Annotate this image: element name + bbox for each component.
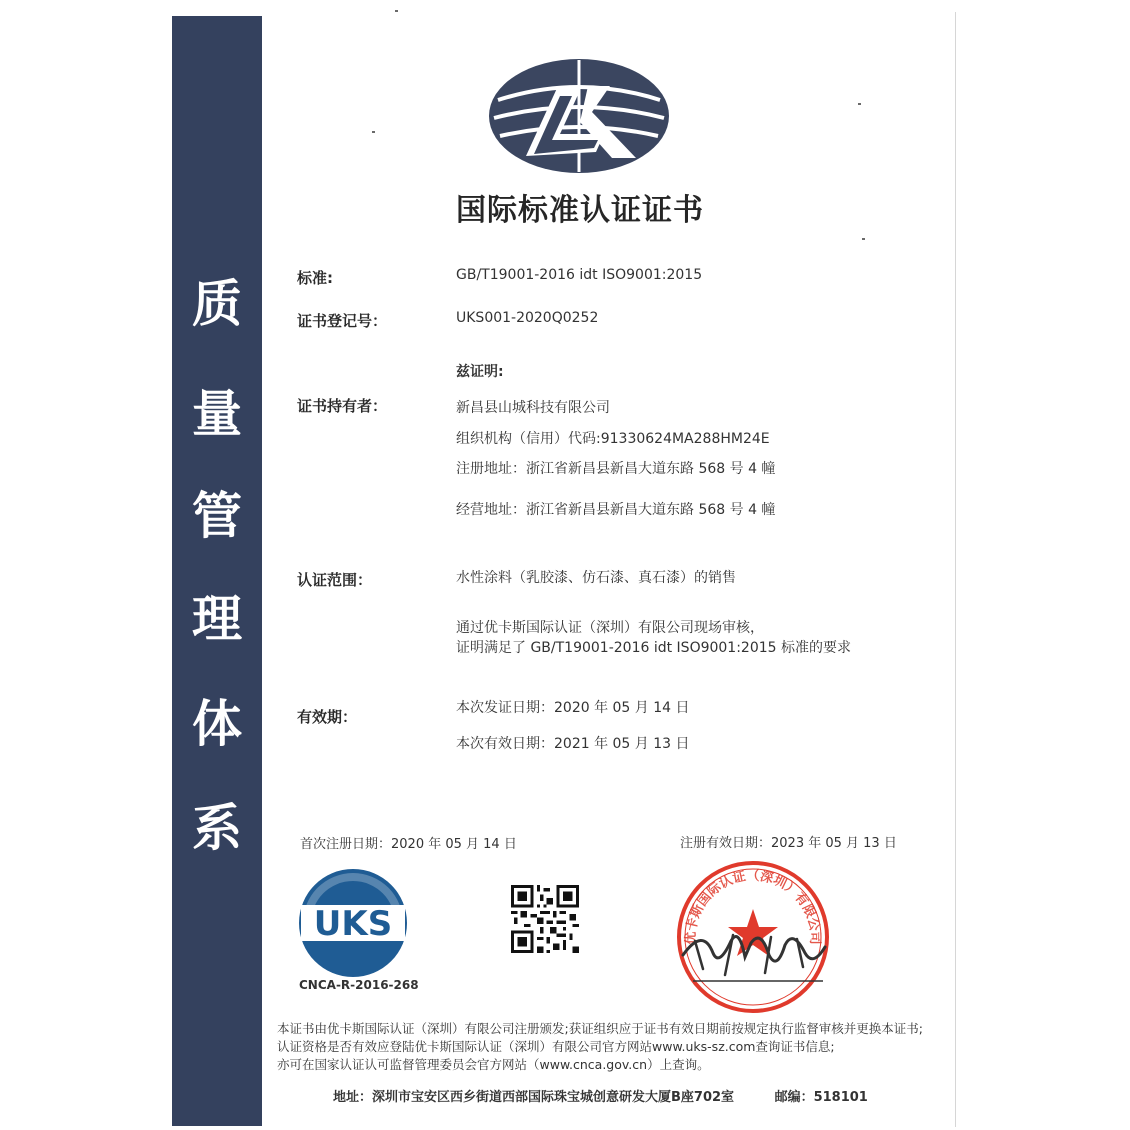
certify-heading: 兹证明: [456,364,504,380]
scan-speck [395,10,398,12]
seal-text: 优卡斯国际认证（深圳）有限公司 [683,868,823,945]
standard-label: 标准: [297,269,333,287]
qr-code-icon [511,885,579,953]
notice-line-2: 认证资格是否有效应登陆优卡斯国际认证（深圳）有限公司官方网站www.uks-sz.com查询证书信息; [277,1039,835,1054]
uks-logo-icon [297,867,409,979]
accreditation-code: CNCA-R-2016-268 [299,978,419,992]
standard-value: GB/T19001-2016 idt ISO9001:2015 [456,267,703,283]
issue-date: 本次发证日期：2020 年 05 月 14 日 [456,700,690,716]
sidebar-band [172,16,262,1126]
org-code: 组织机构（信用）代码:91330624MA288HM24E [456,431,770,447]
sidebar-char: 理 [192,589,242,648]
audit-line-1: 通过优卡斯国际认证（深圳）有限公司现场审核， [456,620,764,636]
sidebar-char: 体 [192,694,242,753]
footer-address: 地址：深圳市宝安区西乡街道西部国际珠宝城创意研发大厦B座702室 [333,1090,735,1105]
expiry-date: 本次有效日期：2021 年 05 月 13 日 [456,736,690,752]
footer [333,1086,868,1105]
sidebar-char: 量 [192,384,242,443]
reg-no-label: 证书登记号： [297,312,388,330]
validity-label: 有效期： [297,708,358,726]
biz-address: 经营地址：浙江省新昌县新昌大道东路 568 号 4 幢 [456,502,776,518]
scope-value: 水性涂料（乳胶漆、仿石漆、真石漆）的销售 [456,570,736,586]
page-edge [955,12,956,1127]
scan-speck [862,238,865,240]
uk-globe-logo-icon [486,56,672,176]
notice-line-3: 亦可在国家认证认可监督管理委员会官方网站（www.cnca.gov.cn）上查询。 [277,1057,710,1072]
notice-line-1: 本证书由优卡斯国际认证（深圳）有限公司注册颁发;获证组织应于证书有效日期前按规定执行监督审核并更换本证书; [277,1021,923,1036]
reg-no-value: UKS001-2020Q0252 [456,310,599,326]
handwritten-signature-icon [683,937,825,962]
sidebar-char: 系 [192,798,242,857]
registration-valid-date: 注册有效日期：2023 年 05 月 13 日 [680,836,897,851]
first-registration-date: 首次注册日期：2020 年 05 月 14 日 [300,837,517,852]
certificate-title: 国际标准认证证书 [456,193,704,228]
scope-label: 认证范围： [297,571,373,589]
certificate-notice [277,1020,937,1074]
holder-label: 证书持有者： [297,397,388,415]
uks-logo-text: UKS [313,904,393,944]
audit-line-2: 证明满足了 GB/T19001-2016 idt ISO9001:2015 标准的要求 [456,640,852,656]
red-seal-stamp-icon [673,857,833,1017]
holder-name: 新昌县山城科技有限公司 [456,400,610,416]
sidebar-char: 管 [192,486,242,545]
scan-speck [372,131,375,133]
reg-address: 注册地址：浙江省新昌县新昌大道东路 568 号 4 幢 [456,461,776,477]
sidebar-char: 质 [192,274,242,333]
scan-speck [858,103,861,105]
footer-postcode: 邮编：518101 [774,1090,868,1105]
